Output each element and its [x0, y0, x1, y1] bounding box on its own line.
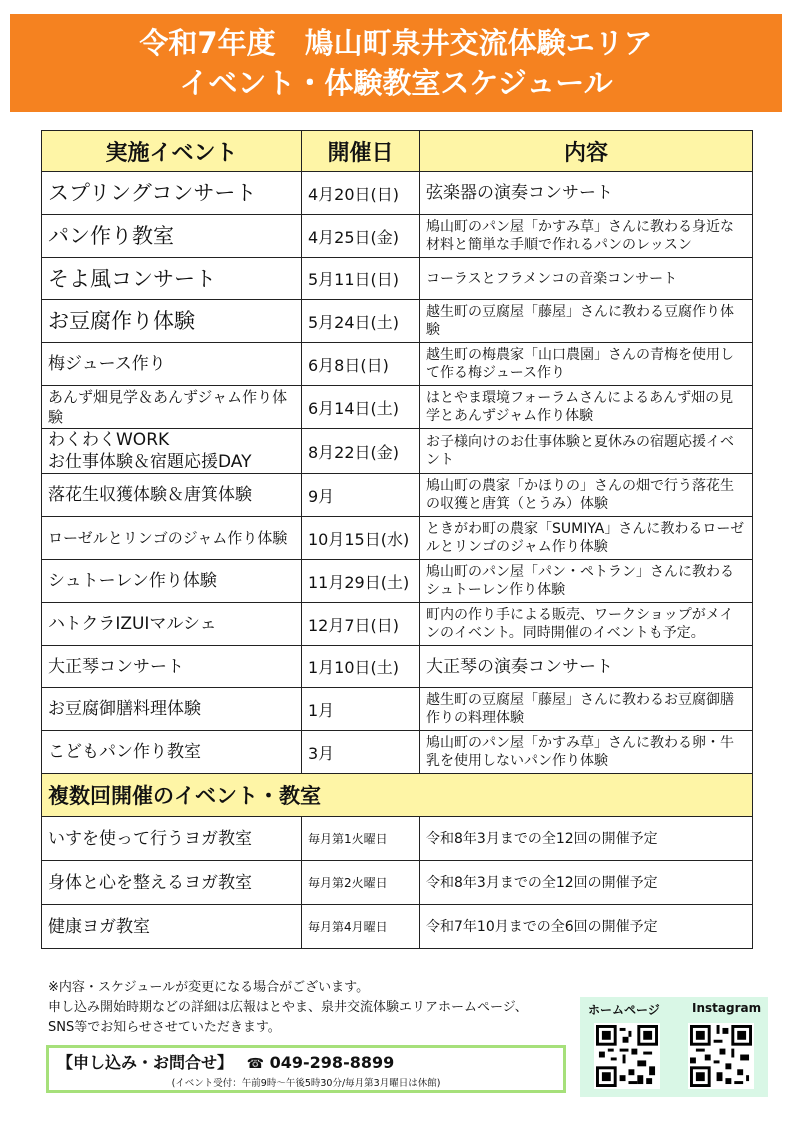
- event-content: 町内の作り手による販売、ワークショップがメインのイベント。同時開催のイベントも予定。: [420, 603, 753, 646]
- event-content: 令和7年10月までの全6回の開催予定: [420, 905, 753, 949]
- qr-code-icon: [596, 1025, 658, 1087]
- event-content: 令和8年3月までの全12回の開催予定: [420, 817, 753, 861]
- event-name: そよ風コンサート: [42, 258, 302, 300]
- section-title: 複数回開催のイベント・教室: [42, 774, 753, 817]
- phone-icon: ☎: [246, 1056, 265, 1072]
- event-name-line-1: わくわくWORK: [48, 430, 170, 450]
- event-date: 4月20日(日): [302, 172, 420, 215]
- event-name: お豆腐作り体験: [42, 300, 302, 343]
- table-row: [42, 474, 753, 517]
- event-content: はとやま環境フォーラムさんによるあんず畑の見学とあんずジャム作り体験: [420, 386, 753, 429]
- instagram-label: Instagram: [692, 1001, 762, 1015]
- header-date: 開催日: [302, 131, 420, 172]
- title-line-2: イベント・体験教室スケジュール: [179, 66, 613, 100]
- event-name: お豆腐御膳料理体験: [42, 688, 302, 731]
- event-name: 梅ジュース作り: [42, 343, 302, 386]
- event-name: あんず畑見学＆あんずジャム作り体験: [42, 386, 302, 429]
- event-date: 11月29日(土): [302, 560, 420, 603]
- event-date: 毎月第4月曜日: [302, 905, 420, 949]
- table-row: [42, 646, 753, 688]
- header-event: 実施イベント: [42, 131, 302, 172]
- contact-label: 【申し込み・お問合せ】: [57, 1053, 234, 1072]
- event-content: 越生町の豆腐屋「藤屋」さんに教わる豆腐作り体験: [420, 300, 753, 343]
- table-row: [42, 258, 753, 300]
- table-row: [42, 560, 753, 603]
- section-header-row: [42, 774, 753, 817]
- table-row: [42, 817, 753, 861]
- event-name: こどもパン作り教室: [42, 731, 302, 774]
- event-content: コーラスとフラメンコの音楽コンサート: [420, 258, 753, 300]
- contact-box: [46, 1045, 566, 1093]
- table-row: [42, 517, 753, 560]
- table-row: [42, 215, 753, 258]
- title-banner: [10, 14, 782, 112]
- event-date: 9月: [302, 474, 420, 517]
- event-name: ローゼルとリンゴのジャム作り体験: [42, 517, 302, 560]
- note-line-2: 申し込み開始時期などの詳細は広報はとやま、泉井交流体験エリアホームページ、: [48, 1000, 528, 1015]
- table-row: [42, 300, 753, 343]
- table-row: [42, 386, 753, 429]
- event-date: 毎月第1火曜日: [302, 817, 420, 861]
- event-name: 落花生収獲体験＆唐箕体験: [42, 474, 302, 517]
- table-row: [42, 905, 753, 949]
- table-row: [42, 172, 753, 215]
- event-name: [42, 429, 302, 474]
- event-name-line-2: お仕事体験＆宿題応援DAY: [48, 452, 252, 472]
- event-content: 越生町の梅農家「山口農園」さんの青梅を使用して作る梅ジュース作り: [420, 343, 753, 386]
- event-date: 3月: [302, 731, 420, 774]
- event-name: 身体と心を整えるヨガ教室: [42, 861, 302, 905]
- note-line-3: SNS等でお知らせさせていただきます。: [48, 1020, 281, 1035]
- homepage-label: ホームページ: [588, 1003, 660, 1017]
- event-content: 令和8年3月までの全12回の開催予定: [420, 861, 753, 905]
- table-row: [42, 861, 753, 905]
- table-header-row: [42, 131, 753, 172]
- event-date: 4月25日(金): [302, 215, 420, 258]
- table-row: [42, 343, 753, 386]
- homepage-qr-code[interactable]: [594, 1023, 660, 1089]
- event-date: 1月10日(土): [302, 646, 420, 688]
- event-name: ハトクラIZUIマルシェ: [42, 603, 302, 646]
- event-name: スプリングコンサート: [42, 172, 302, 215]
- instagram-qr-code[interactable]: [688, 1023, 754, 1089]
- event-date: 5月24日(土): [302, 300, 420, 343]
- event-date: 8月22日(金): [302, 429, 420, 474]
- event-date: 10月15日(水): [302, 517, 420, 560]
- qr-panel: [580, 997, 768, 1097]
- notes: [48, 978, 568, 1038]
- event-name: 大正琴コンサート: [42, 646, 302, 688]
- table-row: [42, 688, 753, 731]
- qr-code-icon: [690, 1025, 752, 1087]
- event-name: パン作り教室: [42, 215, 302, 258]
- event-date: 1月: [302, 688, 420, 731]
- event-name: いすを使って行うヨガ教室: [42, 817, 302, 861]
- event-content: お子様向けのお仕事体験と夏休みの宿題応援イベント: [420, 429, 753, 474]
- table-row: [42, 603, 753, 646]
- event-date: 6月14日(土): [302, 386, 420, 429]
- event-date: 5月11日(日): [302, 258, 420, 300]
- event-date: 6月8日(日): [302, 343, 420, 386]
- event-content: 鳩山町のパン屋「パン・ペトラン」さんに教わるシュトーレン作り体験: [420, 560, 753, 603]
- contact-hours: (イベント受付：午前9時～午後5時30分/毎月第3月曜日は休館): [171, 1078, 441, 1089]
- event-date: 毎月第2火曜日: [302, 861, 420, 905]
- event-name: 健康ヨガ教室: [42, 905, 302, 949]
- event-content: 鳩山町のパン屋「かすみ草」さんに教わる卵・牛乳を使用しないパン作り体験: [420, 731, 753, 774]
- event-content: 大正琴の演奏コンサート: [420, 646, 753, 688]
- schedule-table: [41, 130, 753, 949]
- header-content: 内容: [420, 131, 753, 172]
- event-content: ときがわ町の農家「SUMIYA」さんに教わるローゼルとリンゴのジャム作り体験: [420, 517, 753, 560]
- table-row: [42, 731, 753, 774]
- event-content: 鳩山町のパン屋「かすみ草」さんに教わる身近な材料と簡単な手順で作れるパンのレッスン: [420, 215, 753, 258]
- event-content: 鳩山町の農家「かほりの」さんの畑で行う落花生の収獲と唐箕（とうみ）体験: [420, 474, 753, 517]
- event-content: 越生町の豆腐屋「藤屋」さんに教わるお豆腐御膳作りの料理体験: [420, 688, 753, 731]
- event-date: 12月7日(日): [302, 603, 420, 646]
- event-content: 弦楽器の演奏コンサート: [420, 172, 753, 215]
- title-line-1: 令和7年度 鳩山町泉井交流体験エリア: [139, 26, 653, 60]
- contact-line: [57, 1050, 555, 1073]
- event-name: シュトーレン作り体験: [42, 560, 302, 603]
- contact-phone[interactable]: 049-298-8899: [269, 1053, 395, 1072]
- note-line-1: ※内容・スケジュールが変更になる場合がございます。: [48, 980, 370, 995]
- table-row: [42, 429, 753, 474]
